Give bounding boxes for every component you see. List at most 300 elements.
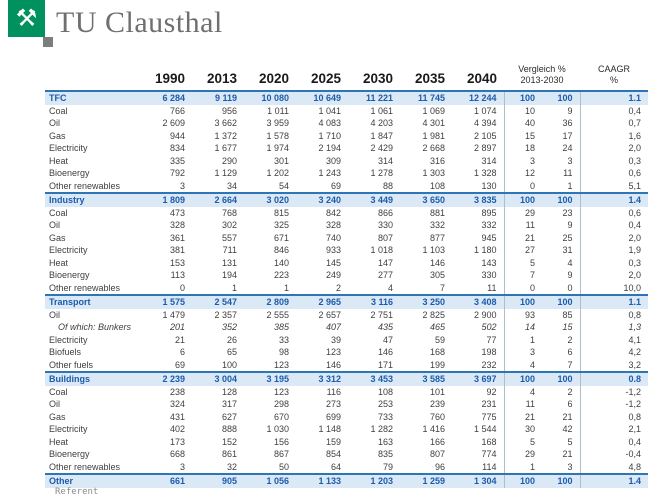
cell-value: 198 — [481, 347, 497, 357]
cell-value: 2 668 — [422, 143, 445, 153]
table-row — [45, 244, 648, 257]
cell-value: 4 394 — [473, 118, 497, 128]
cell-value: 69 — [174, 359, 185, 370]
cell-value: 1 011 — [267, 105, 289, 116]
cell-value: 36 — [562, 118, 573, 128]
cell-value: 835 — [377, 449, 393, 459]
cell-value: 21 — [562, 411, 573, 422]
row-label: Heat — [49, 155, 69, 166]
section-row — [45, 295, 648, 309]
cell-value: 4 — [504, 386, 542, 399]
cell-value: 861 — [221, 449, 237, 459]
cell-value: 431 — [169, 411, 185, 422]
cell-value: 238 — [169, 386, 185, 397]
cell-value: 557 — [221, 232, 237, 243]
cell-value: 39 — [330, 334, 341, 345]
table-row — [45, 386, 648, 399]
cell-value: 5,1 — [580, 180, 648, 194]
row-label: Other fuels — [49, 359, 94, 370]
cell-value: 0 — [504, 180, 542, 194]
cell-value: 2 239 — [140, 372, 192, 386]
cell-value: 50 — [278, 461, 289, 472]
cell-value: 100 — [542, 295, 580, 309]
cell-value: 42 — [562, 424, 573, 434]
cell-value: 3 — [504, 155, 542, 168]
cell-value: 59 — [434, 334, 445, 345]
cell-value: 314 — [481, 155, 497, 166]
table-row — [45, 346, 648, 359]
table-row — [45, 448, 648, 461]
cell-value: 14 — [504, 321, 542, 334]
row-label: Bioenergy — [49, 449, 90, 459]
row-label: Other renewables — [49, 461, 121, 472]
row-label: Electricity — [49, 143, 88, 153]
vergleich-header-line2: 2013-2030 — [520, 75, 564, 85]
cell-value: 1 069 — [422, 105, 445, 116]
cell-value: 2,0 — [580, 142, 648, 155]
cell-value: 7 — [567, 359, 573, 370]
cell-value: 10,0 — [580, 282, 648, 296]
cell-value: 116 — [326, 386, 341, 397]
cell-value: 199 — [429, 359, 445, 370]
row-label: Electricity — [49, 245, 88, 255]
cell-value: 699 — [325, 411, 341, 422]
caagr-header-line1: CAAGR — [597, 64, 630, 74]
cell-value: 4 — [567, 257, 573, 268]
cell-value: 17 — [562, 130, 573, 141]
table-row — [45, 180, 648, 194]
cell-value: 0.8 — [580, 372, 648, 386]
table-row — [45, 130, 648, 143]
cell-value: 3 004 — [192, 372, 244, 386]
row-label: Other — [45, 474, 140, 488]
row-label: Gas — [49, 130, 66, 141]
cell-value: 166 — [429, 436, 445, 447]
cell-value: 4 203 — [370, 118, 393, 128]
table-row — [45, 423, 648, 436]
cell-value: 2 105 — [473, 130, 497, 141]
crossed-hammers-icon: ⚒ — [15, 4, 38, 32]
cell-value: 435 — [377, 322, 393, 332]
cell-value: 867 — [273, 449, 289, 459]
table-header-row — [45, 64, 648, 91]
cell-value: 34 — [226, 180, 237, 191]
cell-value: 40 — [504, 117, 542, 130]
cell-value: 26 — [226, 334, 237, 345]
cell-value: 2,0 — [580, 232, 648, 245]
cell-value: 1.1 — [580, 91, 648, 105]
cell-value: 760 — [429, 411, 445, 422]
cell-value: 335 — [169, 155, 185, 166]
cell-value: 316 — [429, 155, 445, 166]
cell-value: 146 — [377, 347, 393, 357]
row-label: Transport — [45, 295, 140, 309]
row-label: Heat — [49, 436, 69, 447]
cell-value: 100 — [504, 372, 542, 386]
cell-value: 1 259 — [400, 474, 452, 488]
cell-value: -1,2 — [580, 386, 648, 399]
cell-value: 2 809 — [244, 295, 296, 309]
row-label: Biofuels — [49, 347, 82, 357]
cell-value: 2,0 — [580, 269, 648, 282]
table-row — [45, 219, 648, 232]
cell-value: 895 — [481, 207, 497, 218]
cell-value: 2 664 — [192, 193, 244, 207]
cell-value: 168 — [429, 347, 445, 357]
cell-value: 123 — [325, 347, 341, 357]
row-label: Gas — [49, 411, 66, 422]
row-label: Other renewables — [49, 282, 121, 293]
cell-value: 3,2 — [580, 359, 648, 373]
cell-value: 4 — [504, 359, 542, 373]
cell-value: 11 — [563, 168, 573, 178]
cell-value: 944 — [169, 130, 185, 141]
cell-value: 3 312 — [296, 372, 348, 386]
cell-value: 194 — [221, 270, 237, 280]
cell-value: 10 649 — [296, 91, 348, 105]
cell-value: -1,2 — [580, 398, 648, 411]
caagr-header-line2: % — [609, 75, 618, 85]
cell-value: 352 — [221, 322, 237, 332]
cell-value: 156 — [273, 436, 289, 447]
cell-value: 173 — [169, 436, 185, 447]
cell-value: 0,7 — [580, 117, 648, 130]
cell-value: 2 — [335, 282, 341, 293]
cell-value: 4,2 — [580, 346, 648, 359]
year-header: 2020 — [258, 71, 289, 86]
cell-value: 3 250 — [400, 295, 452, 309]
logo-accent-square — [43, 37, 53, 47]
cell-value: 4 — [387, 282, 393, 293]
cell-value: 9 119 — [192, 91, 244, 105]
cell-value: 834 — [169, 143, 185, 153]
cell-value: 31 — [562, 245, 573, 255]
referent-note: Referent — [55, 487, 99, 497]
cell-value: 0,3 — [580, 257, 648, 270]
cell-value: 3 240 — [296, 193, 348, 207]
cell-value: 4,1 — [580, 334, 648, 347]
cell-value: 7 — [504, 269, 542, 282]
cell-value: 881 — [429, 207, 445, 218]
cell-value: 1,6 — [580, 130, 648, 143]
cell-value: 381 — [169, 245, 185, 255]
cell-value: 328 — [169, 220, 185, 230]
cell-value: 1 575 — [140, 295, 192, 309]
cell-value: 3 662 — [214, 118, 237, 128]
table-row — [45, 257, 648, 270]
cell-value: 24 — [562, 143, 573, 153]
cell-value: 146 — [325, 359, 341, 370]
cell-value: 11 221 — [348, 91, 400, 105]
cell-value: 385 — [273, 322, 289, 332]
cell-value: 100 — [542, 193, 580, 207]
cell-value: 11 — [504, 219, 542, 232]
cell-value: 3 020 — [244, 193, 296, 207]
cell-value: 11 745 — [400, 91, 452, 105]
cell-value: 407 — [325, 322, 341, 332]
cell-value: 100 — [504, 295, 542, 309]
cell-value: 1 — [567, 180, 573, 191]
cell-value: 3 — [567, 155, 573, 166]
cell-value: 668 — [169, 449, 185, 459]
cell-value: 314 — [377, 155, 393, 166]
table-row — [45, 207, 648, 220]
cell-value: 232 — [481, 359, 497, 370]
cell-value: 15 — [562, 322, 573, 332]
year-header: 2013 — [206, 71, 237, 86]
cell-value: 114 — [482, 461, 497, 472]
cell-value: 47 — [382, 334, 393, 345]
cell-value: 21 — [174, 334, 185, 345]
cell-value: 1 056 — [244, 474, 296, 488]
row-label: Bioenergy — [49, 168, 90, 178]
cell-value: 298 — [273, 399, 289, 409]
cell-value: 92 — [486, 386, 497, 397]
cell-value: 866 — [377, 207, 393, 218]
vergleich-header-line1: Vergleich % — [518, 64, 566, 74]
cell-value: 0 — [504, 282, 542, 296]
cell-value: 2 429 — [370, 143, 393, 153]
cell-value: 33 — [278, 334, 289, 345]
cell-value: 2,1 — [580, 423, 648, 436]
cell-value: 249 — [325, 270, 341, 280]
row-label: Heat — [49, 257, 69, 268]
cell-value: 0,4 — [580, 436, 648, 449]
cell-value: 330 — [481, 270, 497, 280]
cell-value: -0,4 — [580, 448, 648, 461]
cell-value: 3 195 — [244, 372, 296, 386]
cell-value: 2 825 — [422, 309, 445, 320]
cell-value: 1 180 — [473, 245, 497, 255]
cell-value: 100 — [542, 372, 580, 386]
cell-value: 3 585 — [400, 372, 452, 386]
cell-value: 9 — [567, 270, 573, 280]
cell-value: 29 — [504, 448, 542, 461]
table-row — [45, 461, 648, 475]
cell-value: 933 — [325, 245, 341, 255]
cell-value: 223 — [273, 270, 289, 280]
cell-value: 711 — [222, 245, 237, 255]
cell-value: 88 — [382, 180, 393, 191]
cell-value: 9 — [567, 105, 573, 116]
table-row — [45, 105, 648, 118]
cell-value: 1.1 — [580, 295, 648, 309]
cell-value: 1 243 — [318, 168, 341, 178]
cell-value: 317 — [221, 399, 237, 409]
cell-value: 1 — [283, 282, 289, 293]
cell-value: 1 282 — [370, 424, 393, 434]
cell-value: 1 974 — [266, 143, 289, 153]
cell-value: 100 — [504, 91, 542, 105]
cell-value: 25 — [562, 232, 573, 243]
table-row — [45, 411, 648, 424]
cell-value: 3 650 — [400, 193, 452, 207]
cell-value: 0,8 — [580, 411, 648, 424]
cell-value: 3 408 — [452, 295, 504, 309]
cell-value: 1 544 — [473, 424, 497, 434]
cell-value: 1 278 — [370, 168, 393, 178]
cell-value: 3 — [504, 346, 542, 359]
cell-value: 12 — [504, 167, 542, 180]
cell-value: 96 — [434, 461, 445, 472]
cell-value: 65 — [226, 347, 237, 357]
cell-value: 0,4 — [580, 105, 648, 118]
cell-value: 1 129 — [214, 168, 237, 178]
cell-value: 945 — [481, 232, 497, 243]
cell-value: 671 — [273, 232, 289, 243]
table-row — [45, 436, 648, 449]
year-header: 2025 — [310, 71, 341, 86]
cell-value: 740 — [325, 232, 341, 243]
cell-value: 3 116 — [348, 295, 400, 309]
cell-value: 0 — [567, 282, 573, 293]
cell-value: 1 — [231, 282, 237, 293]
cell-value: 302 — [221, 220, 237, 230]
cell-value: 3 453 — [348, 372, 400, 386]
cell-value: 2 547 — [192, 295, 244, 309]
cell-value: 239 — [429, 399, 445, 409]
cell-value: 79 — [382, 461, 393, 472]
cell-value: 792 — [169, 168, 185, 178]
cell-value: 877 — [429, 232, 445, 243]
cell-value: 54 — [278, 180, 289, 191]
cell-value: 85 — [562, 309, 573, 320]
cell-value: 3 449 — [348, 193, 400, 207]
cell-value: 1 202 — [266, 168, 289, 178]
cell-value: 332 — [429, 220, 445, 230]
label-column-header — [45, 64, 140, 91]
table-row — [45, 142, 648, 155]
cell-value: 100 — [504, 474, 542, 488]
cell-value: 201 — [169, 322, 185, 332]
cell-value: 0,6 — [580, 167, 648, 180]
cell-value: 1 133 — [296, 474, 348, 488]
caagr-header — [580, 64, 648, 91]
cell-value: 108 — [429, 180, 445, 191]
cell-value: 147 — [377, 257, 393, 268]
cell-value: 1,3 — [580, 321, 648, 334]
cell-value: 1 148 — [318, 424, 341, 434]
cell-value: 324 — [169, 399, 185, 409]
cell-value: 1 578 — [266, 130, 289, 141]
cell-value: 1 328 — [473, 168, 497, 178]
row-label: Other renewables — [49, 180, 121, 191]
cell-value: 23 — [562, 207, 573, 218]
cell-value: 100 — [504, 193, 542, 207]
table-row — [45, 359, 648, 373]
cell-value: 2 357 — [214, 309, 237, 320]
row-label: Oil — [49, 309, 60, 320]
cell-value: 1 677 — [214, 143, 237, 153]
cell-value: 159 — [325, 436, 341, 447]
cell-value: 30 — [504, 423, 542, 436]
cell-value: 807 — [377, 232, 393, 243]
cell-value: 140 — [273, 257, 289, 268]
cell-value: 309 — [325, 155, 341, 166]
cell-value: 888 — [221, 424, 237, 434]
cell-value: 502 — [481, 322, 497, 332]
cell-value: 2 555 — [266, 309, 289, 320]
cell-value: 153 — [169, 257, 185, 268]
cell-value: 3 835 — [452, 193, 504, 207]
year-header: 2035 — [414, 71, 445, 86]
section-row — [45, 91, 648, 105]
cell-value: 123 — [273, 386, 289, 397]
cell-value: 1 416 — [422, 424, 445, 434]
table-row — [45, 334, 648, 347]
section-row — [45, 474, 648, 488]
cell-value: 846 — [273, 245, 289, 255]
cell-value: 11 — [504, 398, 542, 411]
brand-title: TU Clausthal — [56, 6, 223, 39]
cell-value: 0,3 — [580, 155, 648, 168]
cell-value: 815 — [273, 207, 289, 218]
cell-value: 361 — [169, 232, 185, 243]
cell-value: 2 900 — [473, 309, 497, 320]
cell-value: 766 — [169, 105, 185, 116]
cell-value: 277 — [377, 270, 393, 280]
cell-value: 7 — [439, 282, 445, 293]
cell-value: 4,8 — [580, 461, 648, 475]
cell-value: 854 — [325, 449, 341, 459]
cell-value: 1 847 — [370, 130, 393, 141]
cell-value: 131 — [221, 257, 237, 268]
cell-value: 1 479 — [162, 309, 185, 320]
cell-value: 301 — [273, 155, 289, 166]
cell-value: 6 — [567, 347, 573, 357]
cell-value: 1 304 — [452, 474, 504, 488]
cell-value: 6 — [179, 347, 185, 357]
cell-value: 3 — [179, 180, 185, 191]
cell-value: 0 — [179, 282, 185, 293]
cell-value: 10 — [504, 105, 542, 118]
cell-value: 1,9 — [580, 244, 648, 257]
row-label: Oil — [49, 399, 60, 409]
cell-value: 143 — [481, 257, 497, 268]
table-row — [45, 269, 648, 282]
cell-value: 123 — [273, 359, 289, 370]
section-row — [45, 193, 648, 207]
cell-value: 2 657 — [318, 309, 341, 320]
cell-value: 101 — [429, 386, 445, 397]
cell-value: 1 074 — [473, 105, 497, 116]
row-label: Oil — [49, 118, 60, 128]
cell-value: 29 — [504, 207, 542, 220]
row-label: Oil — [49, 220, 60, 230]
cell-value: 100 — [542, 474, 580, 488]
cell-value: 27 — [504, 244, 542, 257]
cell-value: 1 203 — [348, 474, 400, 488]
cell-value: 1 303 — [422, 168, 445, 178]
cell-value: 9 — [567, 220, 573, 230]
cell-value: 100 — [221, 359, 237, 370]
cell-value: 290 — [221, 155, 237, 166]
cell-value: 77 — [486, 334, 497, 345]
row-label: Bioenergy — [49, 270, 90, 280]
vergleich-header — [504, 64, 580, 91]
cell-value: 15 — [504, 130, 542, 143]
cell-value: 2 609 — [162, 118, 185, 128]
cell-value: 11 — [487, 282, 497, 293]
cell-value: 1 — [504, 334, 542, 347]
cell-value: 1 981 — [422, 130, 445, 141]
table-row — [45, 309, 648, 322]
table-row — [45, 282, 648, 296]
cell-value: 1 809 — [140, 193, 192, 207]
cell-value: 473 — [169, 207, 185, 218]
cell-value: 145 — [325, 257, 341, 268]
cell-value: 273 — [325, 399, 341, 409]
